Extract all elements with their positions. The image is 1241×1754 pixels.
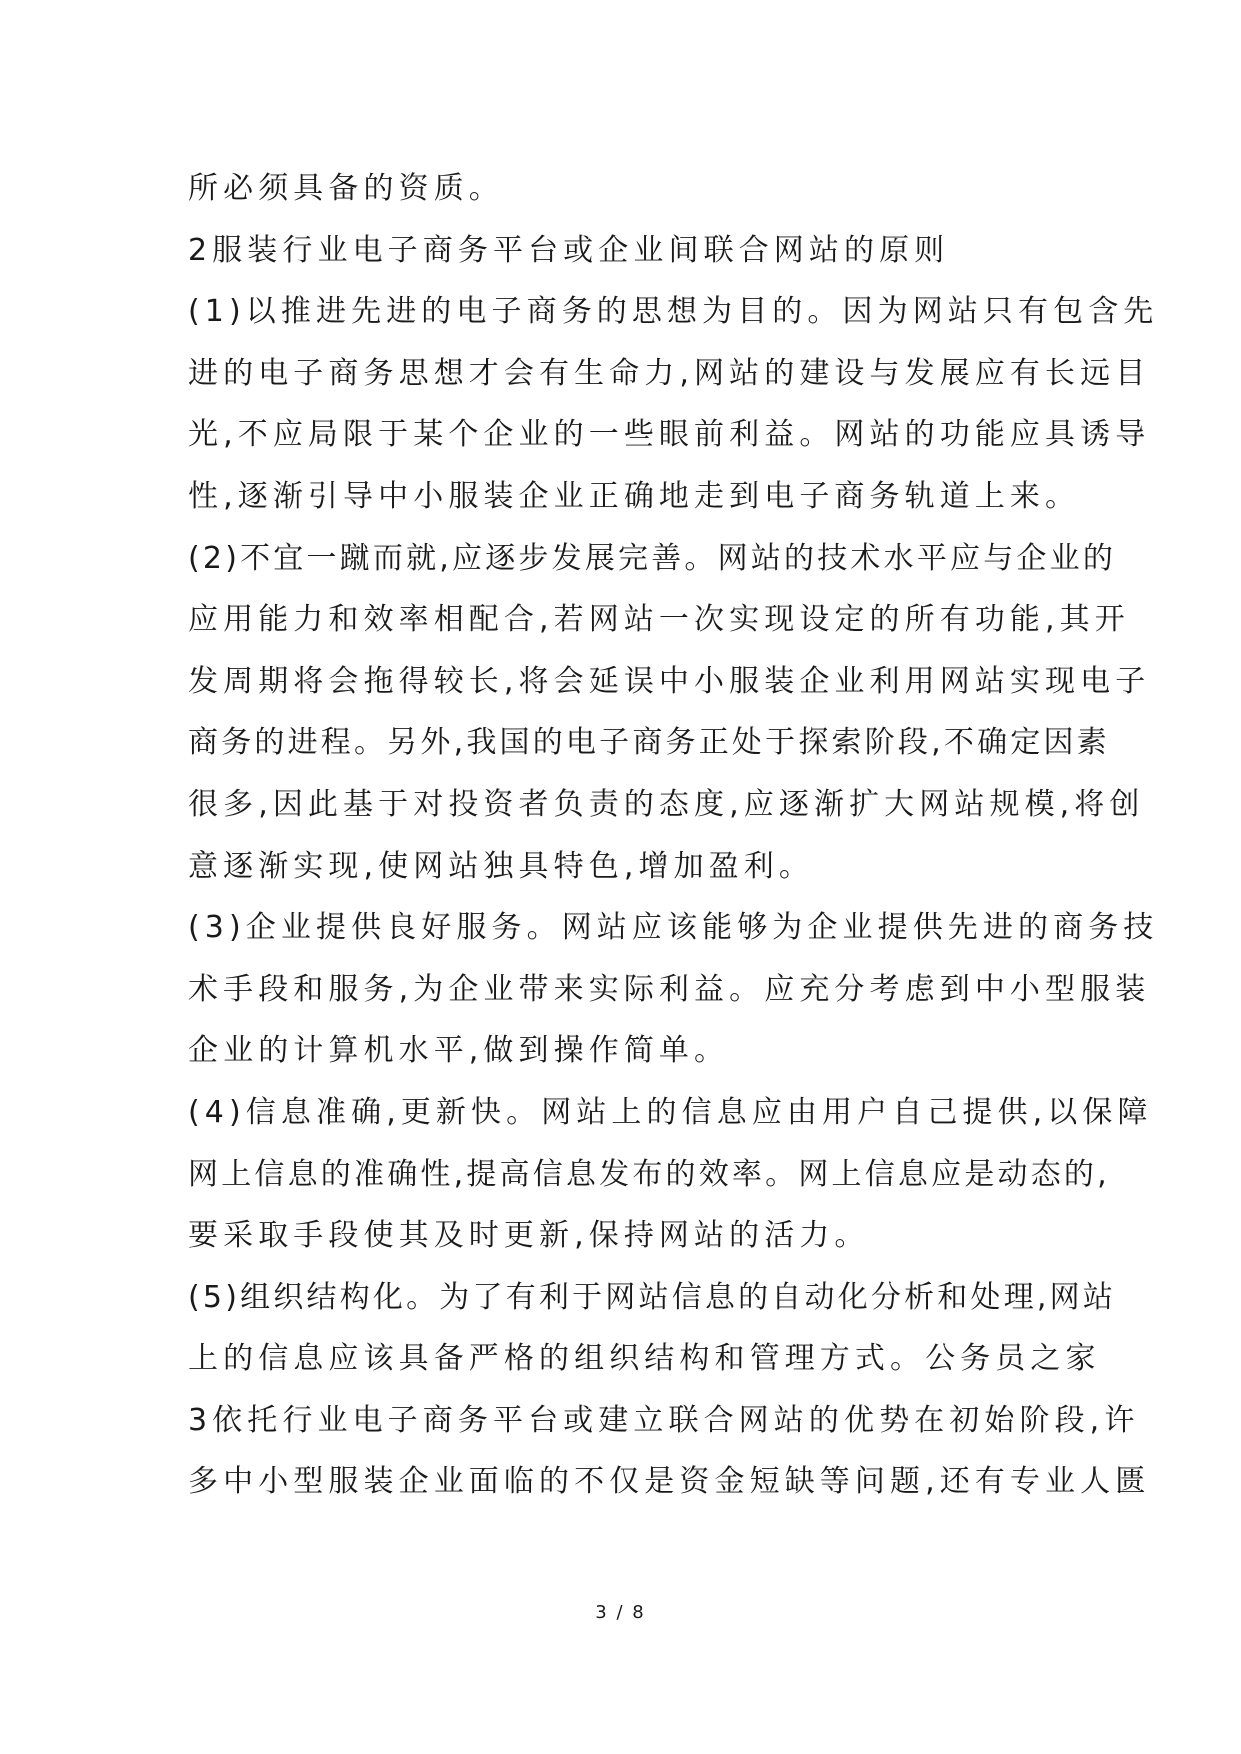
text-line: 所必须具备的资质。 [188,171,504,206]
text-line: (3)企业提供良好服务。网站应该能够为企业提供先进的商务技 [188,910,1159,946]
text-line: 意逐渐实现,使网站独具特色,增加盈利。 [188,848,814,884]
text-line: 性,逐渐引导中小服装企业正确地走到电子商务轨道上来。 [188,478,1081,514]
text-line: 上的信息应该具备严格的组织结构和管理方式。公务员之家 [188,1341,1101,1377]
text-line: 网上信息的准确性,提高信息发布的效率。网上信息应是动态的, [188,1156,1110,1192]
text-line: 术手段和服务,为企业带来实际利益。应充分考虑到中小型服装 [188,971,1151,1007]
text-line: 企业的计算机水平,做到操作简单。 [188,1033,730,1069]
text-line: 很多,因此基于对投资者负责的态度,应逐渐扩大网站规模,将创 [188,786,1145,822]
text-line: 多中小型服装企业面临的不仅是资金短缺等问题,还有专业人匮 [188,1464,1151,1500]
text-line: (2)不宜一蹴而就,应逐步发展完善。网站的技术水平应与企业的 [188,540,1117,576]
text-line: (4)信息准确,更新快。网站上的信息应由用户自己提供,以保障 [188,1094,1153,1130]
section-heading: 3依托行业电子商务平台或建立联合网站的优势在初始阶段,许 [188,1402,1140,1438]
text-line: 应用能力和效率相配合,若网站一次实现设定的所有功能,其开 [188,602,1130,638]
text-line: 光,不应局限于某个企业的一些眼前利益。网站的功能应具诱导 [188,417,1151,453]
text-line: (5)组织结构化。为了有利于网站信息的自动化分析和处理,网站 [188,1279,1117,1315]
body-text [188,158,1159,1513]
section-heading: 2服装行业电子商务平台或企业间联合网站的原则 [188,232,950,268]
text-line: (1)以推进先进的电子商务的思想为目的。因为网站只有包含先 [188,294,1159,330]
page-number: 3 / 8 [595,1602,646,1623]
text-line: 进的电子商务思想才会有生命力,网站的建设与发展应有长远目 [188,355,1151,391]
text-line: 发周期将会拖得较长,将会延误中小服装企业利用网站实现电子 [188,663,1151,699]
text-line: 商务的进程。另外,我国的电子商务正处于探索阶段,不确定因素 [188,725,1110,761]
text-line: 要采取手段使其及时更新,保持网站的活力。 [188,1218,870,1254]
